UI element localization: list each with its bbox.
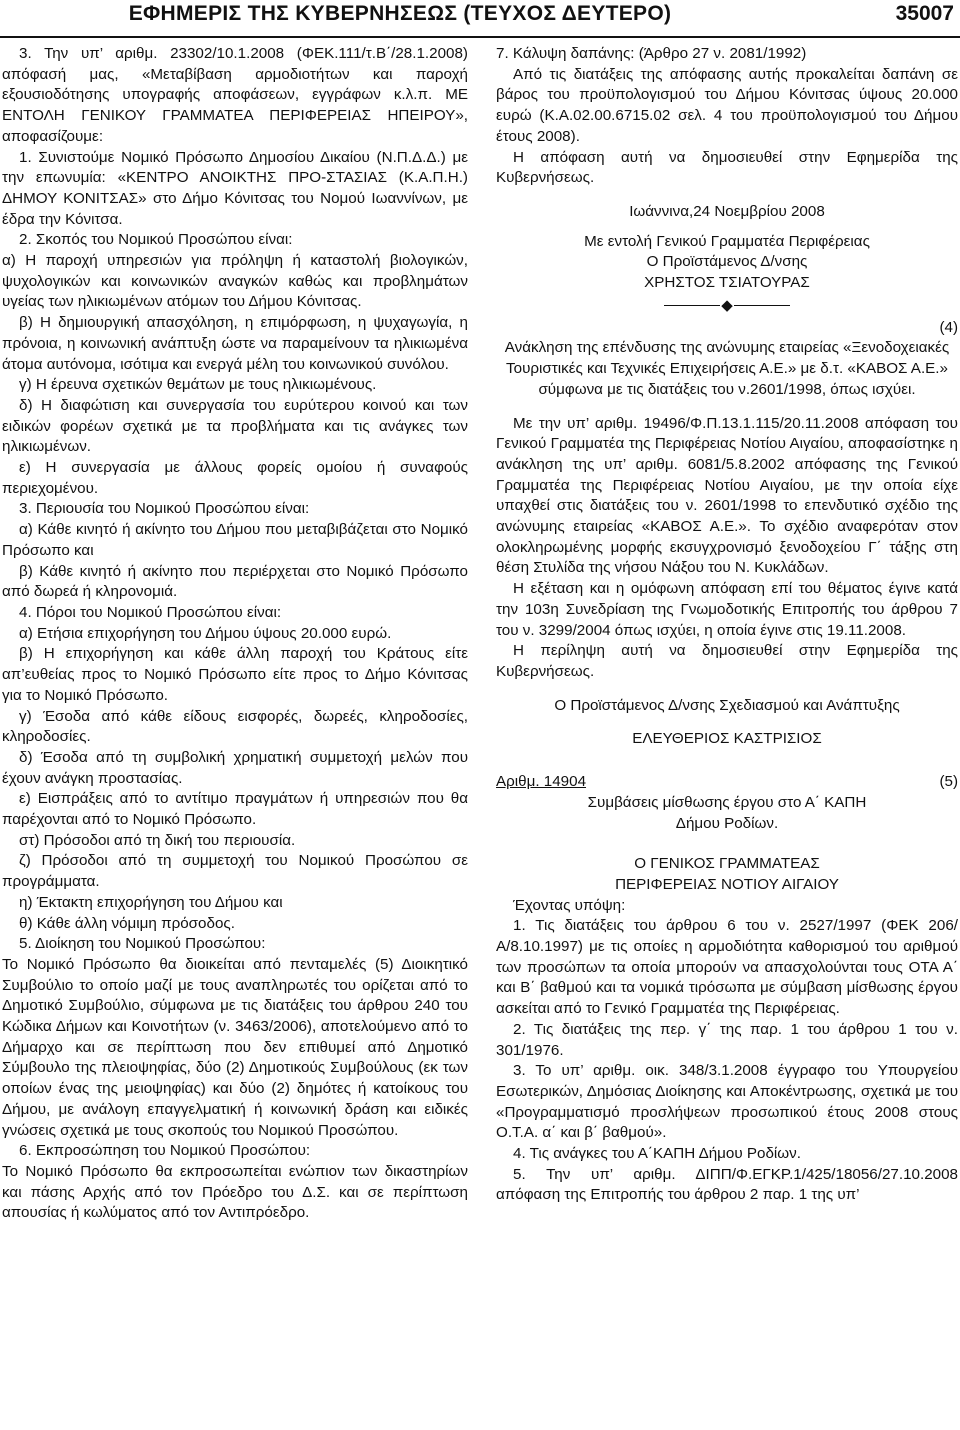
paragraph: Από τις διατάξεις της απόφασης αυτής προκαλείται δαπάνη σε βάρος του προϋπολογισμού του Δήμου Κόνιτσας ύψους 20.000 ευρώ (Κ.Α.02.00.6715.02 σελ. 4 του προϋπολογισμού του Δήμου έτους 2008).	[496, 65, 958, 145]
paragraph: γ) Έσοδα από κάθε είδους εισφορές, δωρεές, κληροδοσίες, κληροδοσίες.	[2, 707, 468, 746]
paragraph: Με την υπ’ αριθμ. 19496/Φ.Π.13.1.115/20.11.2008 απόφαση του Γενικού Γραμματέα της Περιφέρειας Νοτίου Αιγαίου, αποφασίστηκε η ανάκληση της υπ’ αριθμ. 6081/5.8.2002 απόφασης της Γενικού Γραμματέα της Περιφέρειας Νοτίου Αιγαίου, με την οποία είχε υπαχθεί στις διατάξεις του ν. 2601/1998 το επενδυτικό σχέδιο της ανώνυμης εταιρείας «ΚΑΒΟΣ Α.Ε.». Το σχέδιο αναφερόταν στον ολοκληρωμένης μορφής εκσυγχρονισμό ξενοδοχείου Γ΄ τάξης στη θέση Στυλίδα της νήσου Νάξου του Ν. Κυκλάδων.	[496, 414, 958, 577]
paragraph: 2. Σκοπός του Νομικού Προσώπου είναι:	[19, 231, 293, 249]
paragraph: γ) Η έρευνα σχετικών θεμάτων με τους ηλικιωμένους.	[19, 376, 377, 394]
page-number: 35007	[895, 2, 954, 25]
paragraph: Το Νομικό Πρόσωπο θα διοικείται από πενταμελές (5) Διοικητικό Συμβούλιο το οποίο μαζί με τους αναπληρωτές του ορίζεται από το Δημοτικό Συμβούλιο, σύμφωνα με τις διατάξεις του άρθρου 240 του Κώδικα Δήμων και Κοινοτήτων (ν. 3463/2006), αποτελούμενο από το Δήμαρχο και σε περίπτωση που δεν επιθυμεί από Δημοτικό Σύμβουλο της πλειοψηφίας, δύο (2) Δημοτικούς Συμβούλους (εκ των οποίων ένας της μειοψηφίας) και δύο (2) δημότες ή κατοίκους του Δήμου, με ανάλογη επαγγελματική ή κοινωνική δράση και ειδικές γνώσεις σχετικά με τους σκοπούς του Νομικού Προσώπου.	[2, 955, 468, 1139]
list-item: 4. Τις ανάγκες του Α΄ΚΑΠΗ Δήμου Ροδίων.	[513, 1145, 801, 1163]
gazette-title: ΕΦΗΜΕΡΙΣ ΤΗΣ ΚΥΒΕΡΝΗΣΕΩΣ (ΤΕΥΧΟΣ ΔΕΥΤΕΡΟ)	[128, 2, 672, 25]
place-date: Ιωάννινα,24 Νοεμβρίου 2008	[629, 202, 825, 220]
paragraph: β) Η επιχορήγηση και κάθε άλλη παροχή του Κράτους είτε απ’ευθείας προς το Νομικό Πρόσωπο είτε προς το Δήμο Κόνιτσας για το Νομικό Πρόσωπο.	[2, 645, 468, 704]
paragraph: δ) Έσοδα από τη συμβολική χρηματική συμμετοχή μελών που έχουν ανάγκη προστασίας.	[2, 748, 468, 787]
paragraph: 3. Περιουσία του Νομικού Προσώπου είναι:	[19, 500, 310, 518]
section-divider	[496, 294, 958, 318]
left-column	[2, 44, 468, 1224]
paragraph: 4. Πόροι του Νομικού Προσώπου είναι:	[19, 603, 282, 621]
paragraph: 1. Συνιστούμε Νομικό Πρόσωπο Δημοσίου Δικαίου (Ν.Π.Δ.Δ.) με την επωνυμία: «ΚΕΝΤΡΟ ΑΝΟΙΚΤΗΣ ΠΡΟ-ΣΤΑΣΙΑΣ (Κ.Α.Π.Η.) ΔΗΜΟΥ ΚΟΝΙΤΣΑΣ» στο Δήμο Κόνιτσας του Νομού Ιωαννίνων, με έδρα την Κόνιτσα.	[2, 148, 468, 228]
list-item: 3. Το υπ’ αριθμ. οικ. 348/3.1.2008 έγγραφο του Υπουργείου Εσωτερικών, Δημόσιας Διοίκησης και Αποκέντρωσης, σχετικά με του «Προγραμματισμό προσλήψεων προσωπικού έτους 2008 στους Ο.Τ.Α. α΄ και β΄ βαθμού».	[496, 1062, 958, 1142]
paragraph: η) Έκτακτη επιχορήγηση του Δήμου και	[19, 893, 283, 911]
header-rule	[0, 36, 960, 38]
signatory-name: ΧΡΗΣΤΟΣ ΤΣΙΑΤΟΥΡΑΣ	[644, 274, 810, 292]
signatory-name: ΕΛΕΥΘΕΡΙΟΣ ΚΑΣΤΡΙΣΙΟΣ	[632, 730, 822, 748]
paragraph: ζ) Πρόσοδοι από τη συμμετοχή του Νομικού Προσώπου σε προγράμματα.	[2, 852, 468, 891]
paragraph: α) Ετήσια επιχορήγηση του Δήμου ύψους 20.000 ευρώ.	[19, 624, 392, 642]
diamond-rule-icon: ◆	[721, 297, 733, 315]
paragraph: ε) Η συνεργασία με άλλους φορείς ομοίου ή συναφούς περιεχομένου.	[2, 459, 468, 497]
paragraph: 7. Κάλυψη δαπάνης: (Άρθρο 27 ν. 2081/1992)	[496, 45, 807, 62]
paragraph: δ) Η διαφώτιση και συνεργασία του ευρύτερου κοινού και των ειδικών φορέων σχετικά με τα προβλήματα και τις ανάγκες των ηλικιωμένων.	[2, 396, 468, 456]
paragraph: 3. Την υπ’ αριθμ. 23302/10.1.2008 (ΦΕΚ.111/τ.Β΄/28.1.2008) απόφασή μας, «Μεταβίβαση αρμοδιοτήτων και παροχή εξουσιοδότησης υπογραφής αποφάσεων, εγγράφων κ.λ.π. ΜΕ ΕΝΤΟΛΗ ΓΕΝΙΚΟΥ ΓΡΑΜΜΑΤΕΑ ΠΕΡΙΦΕΡΕΙΑΣ ΗΠΕΙΡΟΥ», αποφασίζουμε:	[2, 45, 468, 145]
item-title: Συμβάσεις μίσθωσης έργου στο Α΄ ΚΑΠΗ	[587, 793, 867, 811]
divider-line	[664, 305, 720, 307]
paragraph: 5. Διοίκηση του Νομικού Προσώπου:	[19, 935, 266, 953]
decision-number: Αριθμ. 14904	[496, 773, 587, 791]
item-number: (4)	[939, 318, 958, 336]
paragraph: β) Κάθε κινητό ή ακίνητο που περιέρχεται στο Νομικό Πρόσωπο από δωρεά ή κληρονομιά.	[2, 562, 468, 601]
paragraph: Η εξέταση και η ομόφωνη απόφαση επί του θέματος έγινε κατά την 103η Συνεδρίαση της Γνωμοδοτικής Επιτροπής του άρθρου 7 του ν. 3299/2004 όπως ισχύει, η οποία έγινε στις 19.11.2008.	[496, 580, 958, 639]
paragraph: α) Κάθε κινητό ή ακίνητο του Δήμου που μεταβιβάζεται στο Νομικό Πρόσωπο και	[2, 521, 468, 559]
right-column	[496, 44, 958, 1206]
item-title: Δήμου Ροδίων.	[675, 814, 779, 832]
paragraph: ε) Εισπράξεις από το αντίτιμο πραγμάτων ή υπηρεσιών που θα παρέχονται από το Νομικό Πρόσωπο.	[2, 790, 468, 829]
paragraph: στ) Πρόσοδοι από τη δική του περιουσία.	[19, 831, 296, 849]
having-regard-heading: Έχοντας υπόψη:	[513, 896, 626, 914]
authority-title: Ο ΓΕΝΙΚΟΣ ΓΡΑΜΜΑΤΕΑΣ	[634, 855, 820, 873]
signature-line: Ο Προϊστάμενος Δ/νσης	[646, 253, 808, 271]
item-header-row	[496, 772, 958, 793]
paragraph: Το Νομικό Πρόσωπο θα εκπροσωπείται ενώπιον των δικαστηρίων και πάσης Αρχής από τον Πρόεδρο του Δ.Σ. και σε περίπτωση απουσίας ή κωλύματος από τον Αντιπρόεδρο.	[2, 1162, 468, 1222]
item-number: (5)	[939, 773, 958, 791]
paragraph: α) Η παροχή υπηρεσιών για πρόληψη ή καταστολή βιολογικών, ψυχολογικών και κοινωνικών αναγκών καθώς και προβλημάτων υγείας των ηλικιωμένων ατόμων του Δήμου Κόνιτσας.	[2, 252, 468, 311]
page-header	[0, 0, 960, 38]
list-item: 2. Τις διατάξεις της περ. γ΄ της παρ. 1 του άρθρου 1 του ν. 301/1976.	[496, 1020, 958, 1059]
authority-title: ΠΕΡΙΦΕΡΕΙΑΣ ΝΟΤΙΟΥ ΑΙΓΑΙΟΥ	[615, 875, 839, 893]
publish-note: Η απόφαση αυτή να δημοσιευθεί στην Εφημερίδα της Κυβερνήσεως.	[496, 148, 958, 187]
signature-line: Με εντολή Γενικού Γραμματέα Περιφέρειας	[584, 232, 870, 250]
publish-note: Η περίληψη αυτή να δημοσιευθεί στην Εφημερίδα της Κυβερνήσεως.	[496, 642, 958, 680]
paragraph: β) Η δημιουργική απασχόληση, η επιμόρφωση, η ψυχαγωγία, η πρόνοια, η κοινωνική ανάπτυξη ώστε να παραμείνουν τα ηλικιωμένα άτομα αυτόνομα, ισότιμα και ενεργά μέλη του κοινωνικού συνόλου.	[2, 314, 468, 373]
list-item: 5. Την υπ’ αριθμ. ΔΙΠΠ/Φ.ΕΓΚΡ.1/425/18056/27.10.2008 απόφαση της Επιτροπής του άρθρου 2 παρ. 1 της υπ’	[496, 1165, 958, 1204]
divider-line	[734, 305, 790, 307]
signature-title: Ο Προϊστάμενος Δ/νσης Σχεδιασμού και Ανάπτυξης	[554, 696, 900, 714]
item-title: Ανάκληση της επένδυσης της ανώνυμης εταιρείας «Ξενοδοχειακές Τουριστικές και Τεχνικές Επιχειρήσεις Α.Ε.» με δ.τ. «ΚΑΒΟΣ Α.Ε.» σύμφωνα με τις διατάξεις του ν.2601/1998, όπως ισχύει.	[504, 339, 950, 398]
paragraph: 6. Εκπροσώπηση του Νομικού Προσώπου:	[19, 1142, 311, 1160]
paragraph: θ) Κάθε άλλη νόμιμη πρόσοδος.	[19, 914, 235, 932]
list-item: 1. Τις διατάξεις του άρθρου 6 του ν. 2527/1997 (ΦΕΚ 206/Α/8.10.1997) με τις οποίες η αρμοδιότητα καθορισμού του αριθμού των προσώπων τα οποία μπορούν να απασχολούνται τους ΟΤΑ Α΄ και Β΄ βαθμού και τα νομικά τιρόσωπα με σύμβαση μίσθωσης έργου ασκείται από το Γενικό Γραμματέα της Περιφέρειας.	[496, 917, 958, 1018]
